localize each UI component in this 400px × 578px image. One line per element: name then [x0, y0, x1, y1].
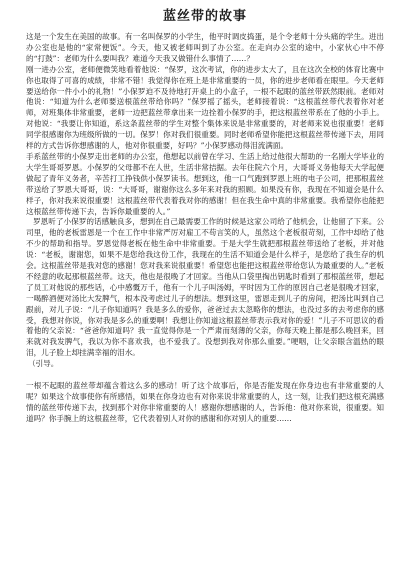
paragraph-boss: 罗恩听了小保罗的话感触良多，想到在自己最需要工作的时候是这家公司给了他机会，让他留了下来。公司里，他的老板雷恩是一个在工作中非常严厉对雇工不苟言笑的人，虽然这个老板很苛刻，工作中却给了他不少的帮助和指导。罗恩觉得老板在他生命中非常重要。于是大学生就把那根蓝丝带送给了老板，并对他说：“老板，谢谢您，如果不是您给我这份工作，我现在的生活不知道会是什么样子，是您给了我生存的机会。这根蓝丝带是我对您的感谢！您对我来说很重要！希望您也能把这根蓝丝带给您认为最重要的人。”老板不经意的收起那根蓝丝带。这天，他也是很晚了才回家。当他从口袋里掏出钥匙时看到了那根蓝丝带，想起了员工对他说的那些话，心中感慨万千，他有一个儿子叫汤姆，平时因为工作的原因自己老是很晚才回家，一喝醉酒便对汤比大发脾气，根本没考虑过儿子的想法。想到这里，雷恩走到儿子的房间，把汤比叫到自己跟前，对儿子说：“儿子你知道吗？我是多么的爱你，爸爸过去太忽略你的想法，也没过多的去考虑你的感受，我想对你说，你对我是多么的重要啊！我想让你知道这根蓝丝带表示我对你的爱！”儿子不可思议的看着他的父亲说：“爸爸你知道吗？我一直觉得你是一个严肃而刻薄的父亲，你每天晚上都是那么晚回来，回来就对我发脾气，我以为你不喜欢我，也不爱我了。没想到我对你那么重要。”哽咽，让父亲眼含温热的眼泪，儿子脸上却挂满幸福的泪水。	[26, 217, 384, 358]
document-title: 蓝丝带的故事	[162, 9, 247, 24]
paragraph-teacher: 刚一进办公室，老师便微笑地看着他说：“保罗，这次考试，你的进步太大了，且在这次全校的体育比赛中你也取得了可喜的成绩，非常不错！我觉得你在班上是非常重要的一员，你的进步老师看在眼里。今天老师要送给你一件小小的礼物！”小保罗迫不及待地打开桌上的小盒子，一根不起眼的蓝丝带跃然眼前。老师对他说：“知道为什么老师要送根蓝丝带给你吗？”保罗摇了摇头，老师接着说：“这根蓝丝带代表着你对老师，对班集体非常重要，老师一边把蓝丝带拿出来一边拴着小保罗的手，把这根蓝丝带系在了他的小手上。对他说：“我要让你知道，系这条蓝丝带的学生对整个集体来说是非常重要的，对老师来说也很重要！老师同学很感谢你为班级所做的一切。保罗！你对我们很重要。同时老师希望你能把这根蓝丝带传递下去，用同样的方式告诉你想感谢的人，他对你很重要，好吗？”小保罗感动得泪流满面。	[26, 64, 384, 151]
paragraph-closing: 一根不起眼的蓝丝带却蕴含着这么多的感动！听了这个故事后，你是否能发现在你身边也有非常重要的人呢？如果这个故事使你有所感悟，如果在你身边也有对你来说非常重要的人，这一刻，让我们把这根充满感情的蓝丝带传递下去，找到那个对你非常重要的人！感谢你想感谢的人，告诉他：他对你来说，很重要。知道吗？你手腕上的这根蓝丝带，它代表着别人对你的感谢和你对别人的重要……	[26, 381, 384, 423]
paragraph-gap	[26, 370, 384, 381]
paragraph-ron: 手系蓝丝带的小保罗走出老师的办公室，他想起以前曾在学习、生活上给过他很大帮助的一名刚大学毕业的大学生哥哥罗恩。小保罗的父母都不在人世，生活非常拮据。去年住院六个月，大哥哥义务他每天大学起便做起了青年义务者，辛苦打工挣钱供小保罗读书。想到这，他一口气跑到罗恩上班的电子公司，把那根蓝丝带送给了罗恩大哥哥，说：“大哥哥，谢谢你这么多年来对我的照顾。如果没有你，我现在不知道会是什么样子，你对我来说很重要！这根蓝丝带代表着我对你的感谢！但在我生命中真的非常重要。我希望你也能把这根蓝丝带传递下去，告诉你最重要的人。”	[26, 151, 384, 216]
citation-line: （引导。	[28, 359, 59, 369]
paragraph-intro: 这是一个发生在美国的故事。有一名叫保罗的小学生，他平时调皮捣蛋，是个令老师十分头痛的学生。进出办公室也是他的“家常便饭”。今天，他又被老师叫到了办公室。在走向办公室的途中，小家伙心中不停的“打鼓”：老师为什么要叫我？难道今天我又做错什么事情了……？	[26, 32, 384, 63]
